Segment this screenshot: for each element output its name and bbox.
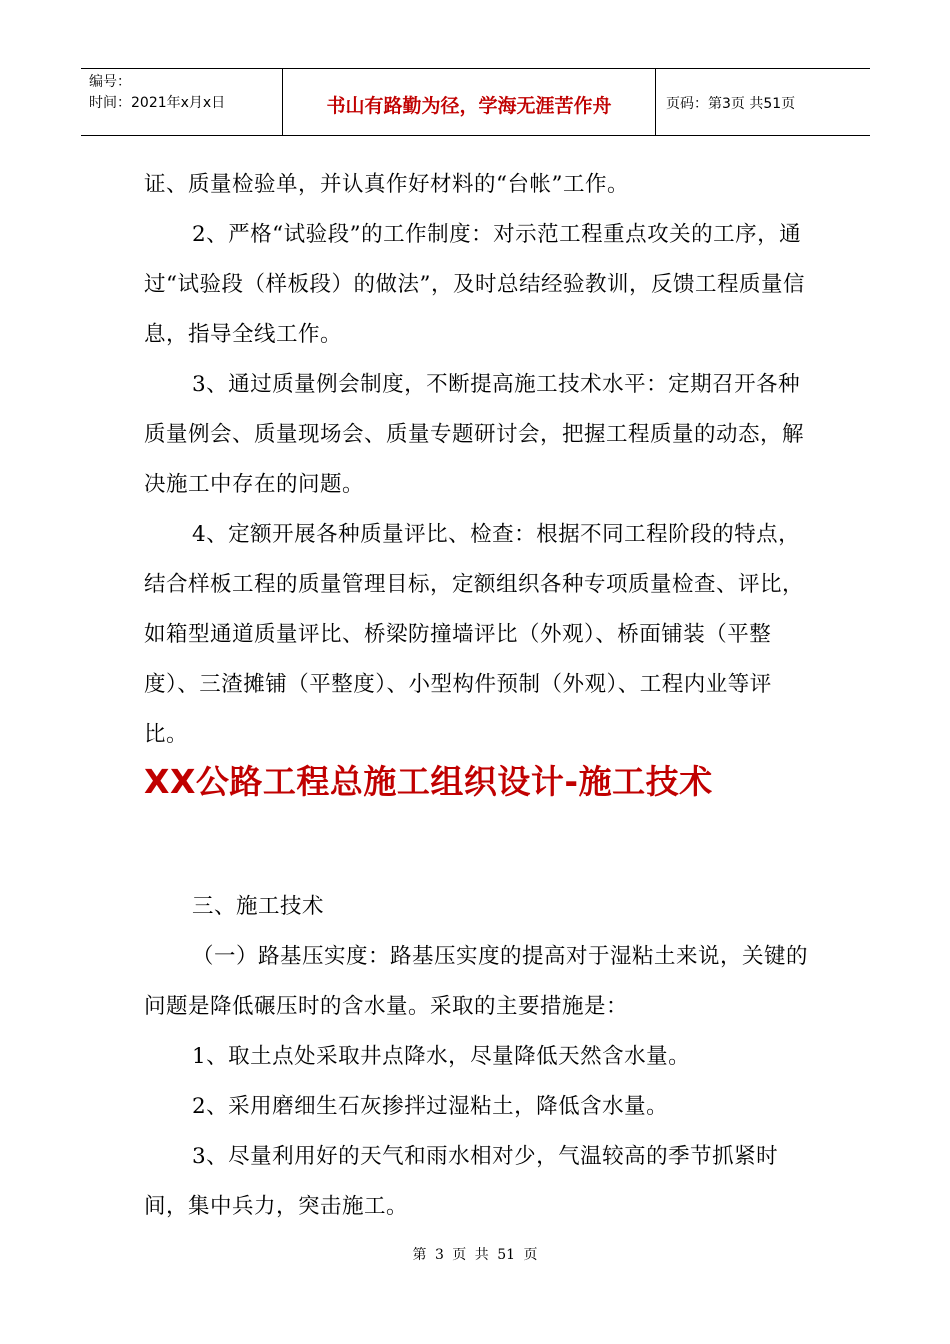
header-motto: 书山有路勤为径，学海无涯苦作舟 — [326, 94, 612, 117]
header-meta-cell — [81, 69, 283, 135]
section-heading: 三、施工技术 — [192, 894, 325, 919]
body-paragraph: 2、采用磨细生石灰掺拌过湿粘土，降低含水量。 — [192, 1094, 669, 1119]
document-header — [81, 68, 870, 136]
header-motto-cell — [283, 69, 656, 135]
body-paragraph: 证、质量检验单，并认真作好材料的“台帐”工作。 — [144, 172, 629, 197]
document-number-label: 编号： — [89, 74, 131, 90]
body-paragraph: 2、严格“试验段”的工作制度：对示范工程重点攻关的工序，通过“试验段（样板段）的做法”，及时总结经验教训，反馈工程质量信息，指导全线工作。 — [144, 222, 805, 347]
body-paragraph: （一）路基压实度：路基压实度的提高对于湿粘土来说，关键的问题是降低碾压时的含水量。采取的主要措施是： — [144, 944, 809, 1019]
body-paragraph: 3、通过质量例会制度，不断提高施工技术水平：定期召开各种质量例会、质量现场会、质量专题研讨会，把握工程质量的动态，解决施工中存在的问题。 — [144, 372, 805, 497]
header-page-number: 页码：第3页 共51页 — [666, 96, 796, 112]
section-title: XX公路工程总施工组织设计-施工技术 — [144, 762, 713, 801]
header-page-cell — [656, 69, 870, 135]
body-paragraph: 4、定额开展各种质量评比、检查：根据不同工程阶段的特点，结合样板工程的质量管理目标，定额组织各种专项质量检查、评比，如箱型通道质量评比、桥梁防撞墙评比（外观）、桥面铺装（平整度）、三渣摊铺（平整度）、小型构件预制（外观）、工程内业等评比。 — [144, 522, 805, 747]
document-date-label: 时间：2021年x月x日 — [89, 95, 226, 111]
section-body-text — [144, 882, 814, 1232]
body-text — [144, 160, 814, 760]
body-paragraph: 3、尽量利用好的天气和雨水相对少，气温较高的季节抓紧时间，集中兵力，突击施工。 — [144, 1144, 779, 1219]
page-footer: 第 3 页 共 51 页 — [412, 1247, 538, 1263]
body-paragraph: 1、取土点处采取井点降水，尽量降低天然含水量。 — [192, 1044, 691, 1069]
